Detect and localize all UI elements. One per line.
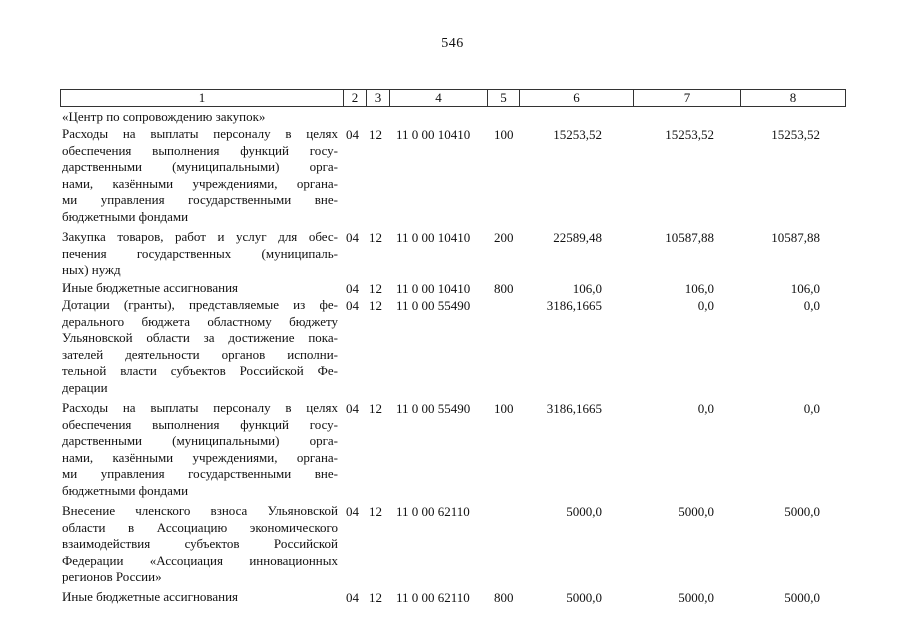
cell-col-8: 0,0 [803,298,820,313]
cell-col-3: 12 [369,590,382,605]
cell-col-3: 12 [369,504,382,519]
description-line: дерального бюджета областному бюджету [62,313,338,329]
description-line: области в Ассоциацию экономического [62,519,338,535]
description-line: дарственными (муниципальными) орга- [62,159,338,175]
header-col-5: 5 [487,90,519,106]
cell-col-4: 11 0 00 10410 [396,281,471,296]
cell-col-8: 5000,0 [784,590,820,605]
cell-col-3: 12 [369,401,382,416]
description-line: тельной власти субъектов Российской Фе- [62,363,338,379]
description-line: Иные бюджетные ассигнования [62,589,239,604]
header-col-1: 1 [198,90,206,105]
cell-col-2: 04 [346,401,359,416]
cell-col-2: 04 [346,281,359,296]
cell-col-6: 15253,52 [553,127,602,142]
row-description [62,589,338,606]
header-col-4: 4 [389,90,487,106]
cell-col-8: 0,0 [803,401,820,416]
cell-col-4: 11 0 00 55490 [396,401,471,416]
table-header [60,89,846,107]
description-line: обеспечения выполнения функций госу- [62,416,338,432]
description-line: зателей деятельности органов исполни- [62,346,338,362]
description-line: Ульяновской области за достижение пока- [62,330,338,346]
description-line: ми управления государственными вне- [62,466,338,482]
intro-line [62,109,338,126]
row-description [62,229,338,279]
cell-col-8: 10587,88 [771,230,820,245]
description-line: бюджетными фондами [62,482,189,498]
description-line: Иные бюджетные ассигнования [62,280,239,295]
description-line: Федерации «Ассоциация инновационных [62,552,338,568]
description-line: Расходы на выплаты персоналу в целях [62,126,338,141]
cell-col-3: 12 [369,281,382,296]
description-line: Закупка товаров, работ и услуг для обес- [62,229,338,244]
cell-col-3: 12 [369,298,382,313]
description-line: Расходы на выплаты персоналу в целях [62,400,338,415]
cell-col-5: 800 [494,590,514,605]
cell-col-7: 106,0 [684,281,714,296]
description-line: обеспечения выполнения функций госу- [62,142,338,158]
cell-col-5: 100 [494,127,514,142]
description-line: дарственными (муниципальными) орга- [62,433,338,449]
cell-col-8: 5000,0 [784,504,820,519]
cell-col-2: 04 [346,590,359,605]
cell-col-3: 12 [369,127,382,142]
header-col-6: 6 [519,90,633,106]
description-line: ных) нужд [62,262,121,278]
description-line: нами, казёнными учреждениями, органа- [62,449,338,465]
cell-col-6: 3186,1665 [546,401,602,416]
cell-col-6: 22589,48 [553,230,602,245]
cell-col-2: 04 [346,298,359,313]
cell-col-4: 11 0 00 62110 [396,504,470,519]
description-line: бюджетными фондами [62,208,189,224]
cell-col-5: 100 [494,401,514,416]
cell-col-6: 3186,1665 [546,298,602,313]
cell-col-7: 0,0 [697,298,714,313]
cell-col-8: 106,0 [790,281,820,296]
cell-col-5: 800 [494,281,514,296]
description-line: дерации [62,379,108,395]
description-line: регионов России» [62,569,162,585]
cell-col-6: 5000,0 [566,590,602,605]
cell-col-2: 04 [346,127,359,142]
row-description [62,126,338,226]
cell-col-3: 12 [369,230,382,245]
description-line: взаимодействия субъектов Российской [62,536,338,552]
description-line: Дотации (гранты), представляемые из фе- [62,297,338,312]
description-line: Внесение членского взноса Ульяновской [62,503,338,518]
description-line: ми управления государственными вне- [62,192,338,208]
cell-col-6: 5000,0 [566,504,602,519]
row-description [62,400,338,500]
cell-col-7: 15253,52 [665,127,714,142]
description-line: нами, казёнными учреждениями, органа- [62,175,338,191]
row-description [62,503,338,586]
cell-col-5: 200 [494,230,514,245]
cell-col-4: 11 0 00 55490 [396,298,471,313]
cell-col-4: 11 0 00 62110 [396,590,470,605]
cell-col-7: 5000,0 [678,590,714,605]
row-description [62,297,338,397]
cell-col-7: 0,0 [697,401,714,416]
cell-col-7: 5000,0 [678,504,714,519]
description-line: печения государственных (муниципаль- [62,245,338,261]
cell-col-4: 11 0 00 10410 [396,127,471,142]
cell-col-7: 10587,88 [665,230,714,245]
cell-col-8: 15253,52 [771,127,820,142]
cell-col-6: 106,0 [572,281,602,296]
header-col-7: 7 [633,90,740,106]
cell-col-2: 04 [346,504,359,519]
header-col-3: 3 [366,90,389,106]
cell-col-4: 11 0 00 10410 [396,230,471,245]
intro-line-text: «Центр по сопровождению закупок» [62,109,266,124]
row-description [62,280,338,297]
header-col-8: 8 [740,90,845,106]
header-col-2: 2 [343,90,366,106]
page-number: 546 [441,36,464,51]
cell-col-2: 04 [346,230,359,245]
